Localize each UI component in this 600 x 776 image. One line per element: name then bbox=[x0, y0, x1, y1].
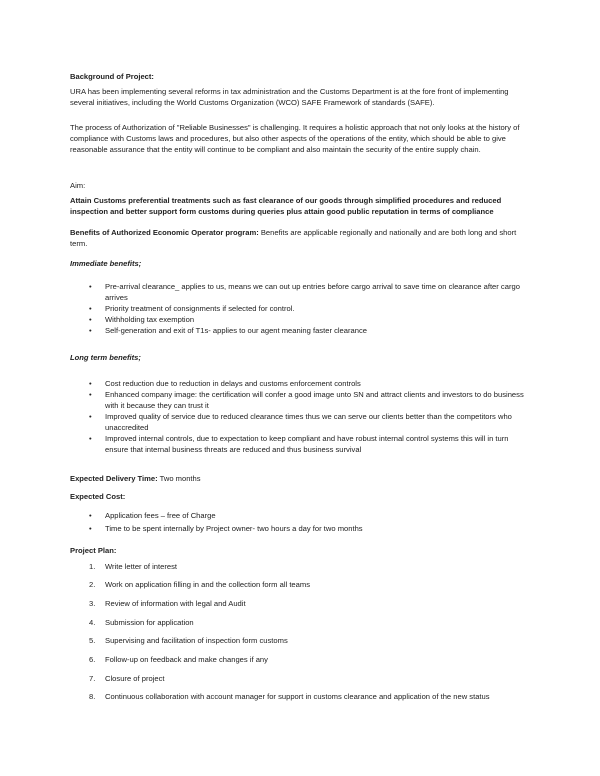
list-item: • Application fees – free of Charge bbox=[89, 511, 216, 520]
bullet: • bbox=[89, 412, 92, 421]
long-term-benefits-heading: Long term benefits; bbox=[70, 353, 141, 362]
list-item: • Cost reduction due to reduction in delays and customs enforcement controls bbox=[89, 379, 361, 388]
bullet: • bbox=[89, 379, 92, 388]
list-item: 3. Review of information with legal and Audit bbox=[89, 599, 246, 608]
list-item: 5. Supervising and facilitation of inspection form customs bbox=[89, 636, 288, 645]
delivery-value: Two months bbox=[157, 474, 201, 483]
list-item: 7. Closure of project bbox=[89, 674, 165, 683]
background-paragraph-1: URA has been implementing several reforms in tax administration and the Customs Department is at the fore front of implementing several initiatives, including the World Customs Organization (WCO) SAFE Framework of standards (SAFE). bbox=[70, 87, 509, 107]
bullet: • bbox=[89, 326, 92, 335]
list-item: • Improved quality of service due to reduced clearance times thus we can serve our clients better than the competitors who unaccredited bbox=[89, 412, 512, 432]
list-item: • Time to be spent internally by Project owner- two hours a day for two months bbox=[89, 524, 363, 533]
benefits-text: Benefits are applicable regionally and nationally and are both long and short term. bbox=[70, 228, 517, 248]
bullet: • bbox=[89, 511, 92, 520]
list-item: 6. Follow-up on feedback and make changes if any bbox=[89, 655, 268, 664]
benefits-paragraph bbox=[70, 227, 530, 249]
bullet: • bbox=[89, 304, 92, 313]
bullet: • bbox=[89, 434, 92, 443]
immediate-benefits-list bbox=[70, 281, 530, 336]
list-item: • Pre-arrival clearance_ applies to us, means we can out up entries before cargo arrival to save time on clearance after cargo arrives bbox=[89, 282, 520, 302]
list-item: 4. Submission for application bbox=[89, 618, 194, 627]
expected-delivery-time bbox=[70, 473, 530, 484]
list-item: • Self-generation and exit of T1s- applies to our agent meaning faster clearance bbox=[89, 326, 368, 335]
project-plan-heading: Project Plan: bbox=[70, 546, 117, 555]
bullet: • bbox=[89, 282, 92, 291]
aim-text: Attain Customs preferential treatments such as fast clearance of our goods through simplified procedures and reduced inspection and better support form customs during queries plus attain good public reputation in terms of compliance bbox=[70, 196, 502, 216]
delivery-label: Expected Delivery Time: bbox=[70, 474, 158, 483]
bullet: • bbox=[89, 524, 92, 533]
list-item: 2. Work on application filling in and the collection form all teams bbox=[89, 580, 310, 589]
expected-cost-heading: Expected Cost: bbox=[70, 492, 126, 501]
immediate-benefits-heading: Immediate benefits; bbox=[70, 259, 142, 268]
bullet: • bbox=[89, 315, 92, 324]
aim-heading: Aim: bbox=[70, 181, 86, 190]
bullet: • bbox=[89, 390, 92, 399]
expected-cost-list bbox=[70, 510, 530, 534]
benefits-heading: Benefits of Authorized Economic Operator program: bbox=[70, 228, 259, 237]
background-paragraph-2: The process of Authorization of "Reliable Businesses" is challenging. It requires a holistic approach that not only looks at the history of compliance with Customs laws and procedures, but also other aspects of the operations of the entity, which should be able to give reasonable assurance that the entity will continue to be compliant and also maintain the security of the entire supply chain. bbox=[70, 123, 520, 154]
list-item: 1. Write letter of interest bbox=[89, 562, 178, 571]
list-item: • Improved internal controls, due to expectation to keep compliant and have robust internal control systems this will in turn ensure that internal business threats are reduced and thus business survival bbox=[89, 434, 509, 454]
list-item: • Priority treatment of consignments if selected for control. bbox=[89, 304, 295, 313]
background-heading: Background of Project: bbox=[70, 72, 154, 81]
list-item: • Enhanced company image: the certification will confer a good image unto SN and attract clients and investors to do business with it because they can trust it bbox=[89, 390, 524, 410]
list-item: 8. Continuous collaboration with account manager for support in customs clearance and application of the new status bbox=[89, 692, 490, 701]
list-item: • Withholding tax exemption bbox=[89, 315, 195, 324]
long-term-benefits-list bbox=[70, 378, 530, 455]
